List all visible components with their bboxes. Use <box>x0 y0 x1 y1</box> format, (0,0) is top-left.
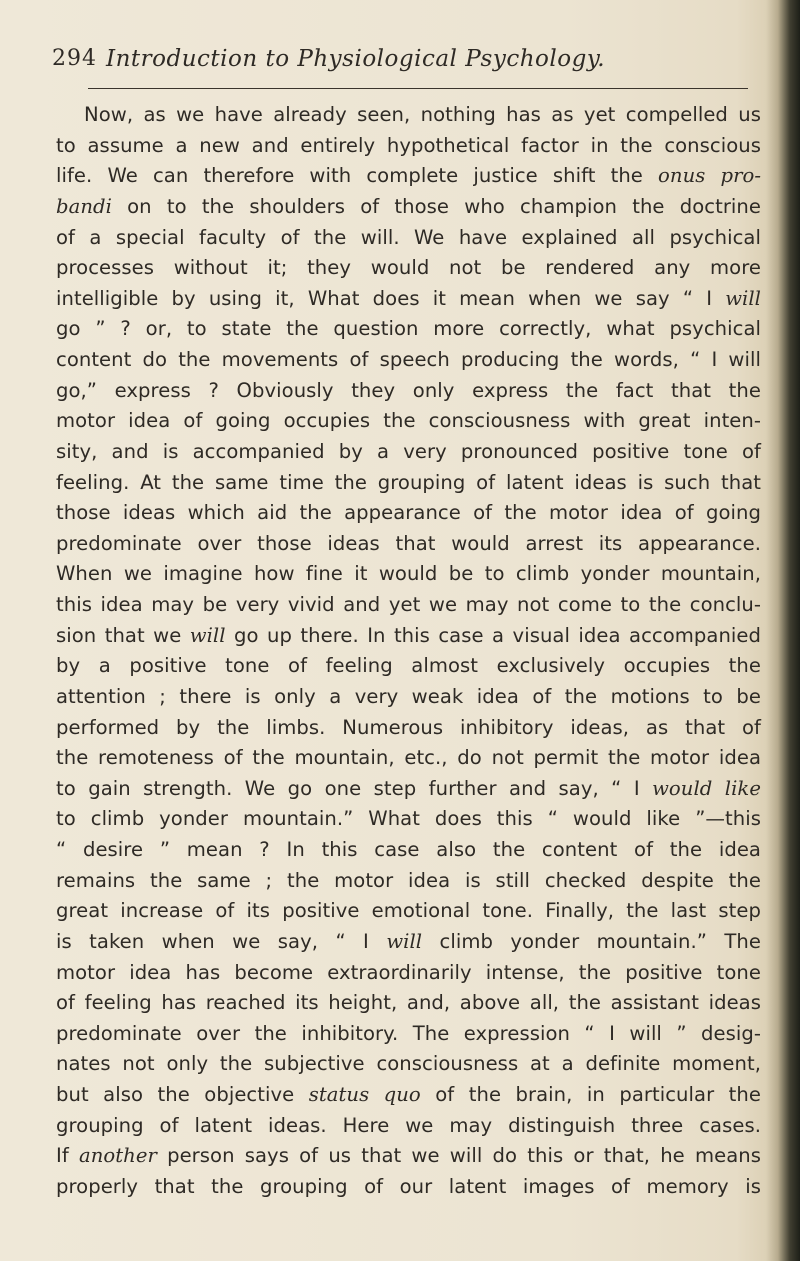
text-line <box>56 1141 761 1172</box>
text-line <box>56 682 761 713</box>
text-run: on to the shoulders of those who champion the doctrine <box>111 194 761 218</box>
text-line <box>56 314 761 345</box>
text-line <box>56 866 761 897</box>
text-line <box>56 100 761 131</box>
text-run: to climb yonder mountain.” What does this “ would like ”—this <box>56 807 761 831</box>
text-run: of the brain, in particular the <box>420 1083 761 1106</box>
italic-phrase: status quo <box>308 1083 421 1106</box>
text-run: is taken when we say, “ I <box>56 929 387 953</box>
text-line <box>56 345 761 376</box>
text-line <box>56 1019 761 1050</box>
text-run: attention ; there is only a very weak idea of the motions to be <box>56 684 761 708</box>
text-line <box>56 223 761 254</box>
text-run: processes without it; they would not be rendered any more <box>56 256 761 280</box>
text-line <box>56 161 761 192</box>
text-run: Now, as we have already seen, nothing has as yet compelled us <box>84 103 761 126</box>
text-line <box>56 743 761 774</box>
text-run: by a positive tone of feeling almost exclusively occupies the <box>56 654 761 678</box>
text-run: If <box>56 1144 79 1168</box>
text-run: feeling. At the same time the grouping of latent ideas is such that <box>56 470 761 494</box>
text-line <box>56 1172 761 1203</box>
text-line <box>56 927 761 958</box>
text-run: person says of us that we will do this or that, he means <box>156 1144 761 1168</box>
text-run: sity, and is accompanied by a very pronounced positive tone of <box>56 439 761 463</box>
text-line <box>56 131 761 162</box>
text-line <box>56 284 761 315</box>
italic-phrase: onus pro- <box>658 164 761 188</box>
text-line <box>56 804 761 835</box>
text-line <box>56 376 761 407</box>
text-line <box>56 1080 761 1111</box>
italic-phrase: will <box>386 929 423 953</box>
text-run: nates not only the subjective consciousness at a definite moment, <box>56 1052 761 1076</box>
text-line <box>56 651 761 682</box>
text-run: performed by the limbs. Numerous inhibitory ideas, as that of <box>56 715 761 739</box>
text-run: go,” express ? Obviously they only express the fact that the <box>56 378 761 402</box>
text-line <box>56 958 761 989</box>
text-line <box>56 988 761 1019</box>
text-line <box>56 253 761 284</box>
text-line <box>56 621 761 652</box>
text-line <box>56 437 761 468</box>
italic-phrase: would like <box>652 776 761 800</box>
text-line <box>56 896 761 927</box>
text-run: remains the same ; the motor idea is still checked despite the <box>56 868 761 892</box>
text-run: grouping of latent ideas. Here we may distinguish three cases. <box>56 1113 761 1137</box>
text-run: When we imagine how fine it would be to climb yonder mountain, <box>56 562 761 586</box>
page-header <box>52 46 752 86</box>
text-run: motor idea of going occupies the consciousness with great inten- <box>56 409 761 433</box>
italic-phrase: will <box>725 286 761 310</box>
body-text <box>56 100 761 1203</box>
text-run: of feeling has reached its height, and, above all, the assistant ideas <box>56 991 761 1015</box>
text-line <box>56 559 761 590</box>
text-line <box>56 713 761 744</box>
book-spine-shadow <box>766 0 800 1261</box>
text-run: “ desire ” mean ? In this case also the content of the idea <box>56 838 761 861</box>
text-line <box>56 590 761 621</box>
text-line <box>56 835 761 866</box>
text-run: properly that the grouping of our latent images of memory is <box>56 1174 761 1198</box>
italic-phrase: will <box>189 623 226 647</box>
text-line <box>56 774 761 805</box>
italic-phrase: bandi <box>56 194 112 218</box>
text-run: life. We can therefore with complete justice shift the <box>56 164 659 188</box>
text-run: go up there. In this case a visual idea accompanied <box>225 623 761 647</box>
text-run: of a special faculty of the will. We have explained all psychical <box>56 225 761 249</box>
text-line <box>56 498 761 529</box>
running-title: Introduction to Physiological Psychology. <box>106 46 606 72</box>
text-run: this idea may be very vivid and yet we may not come to the conclu- <box>56 593 761 616</box>
text-line <box>56 529 761 560</box>
text-run: go ” ? or, to state the question more correctly, what psychical <box>56 317 761 341</box>
text-run: to gain strength. We go one step further and say, “ I <box>56 776 653 800</box>
text-run: the remoteness of the mountain, etc., do not permit the motor idea <box>56 746 761 770</box>
page-number: 294 <box>52 46 97 71</box>
text-run: climb yonder mountain.” The <box>422 929 761 953</box>
text-line <box>56 406 761 437</box>
italic-phrase: another <box>78 1144 157 1168</box>
text-run: motor idea has become extraordinarily intense, the positive tone <box>56 960 761 984</box>
text-run: those ideas which aid the appearance of the motor idea of going <box>56 501 761 525</box>
text-line <box>56 192 761 223</box>
text-run: great increase of its positive emotional tone. Finally, the last step <box>56 899 761 923</box>
text-line <box>56 1049 761 1080</box>
text-run: sion that we <box>56 623 190 647</box>
text-run: but also the objective <box>56 1083 309 1106</box>
text-run: predominate over those ideas that would arrest its appearance. <box>56 531 761 555</box>
text-run: content do the movements of speech producing the words, “ I will <box>56 348 761 371</box>
text-run: predominate over the inhibitory. The expression “ I will ” desig- <box>56 1021 761 1045</box>
text-run: intelligible by using it, What does it mean when we say “ I <box>56 286 726 310</box>
text-line <box>56 1111 761 1142</box>
text-line <box>56 468 761 499</box>
header-rule <box>88 88 748 89</box>
text-run: to assume a new and entirely hypothetical factor in the conscious <box>56 133 761 157</box>
